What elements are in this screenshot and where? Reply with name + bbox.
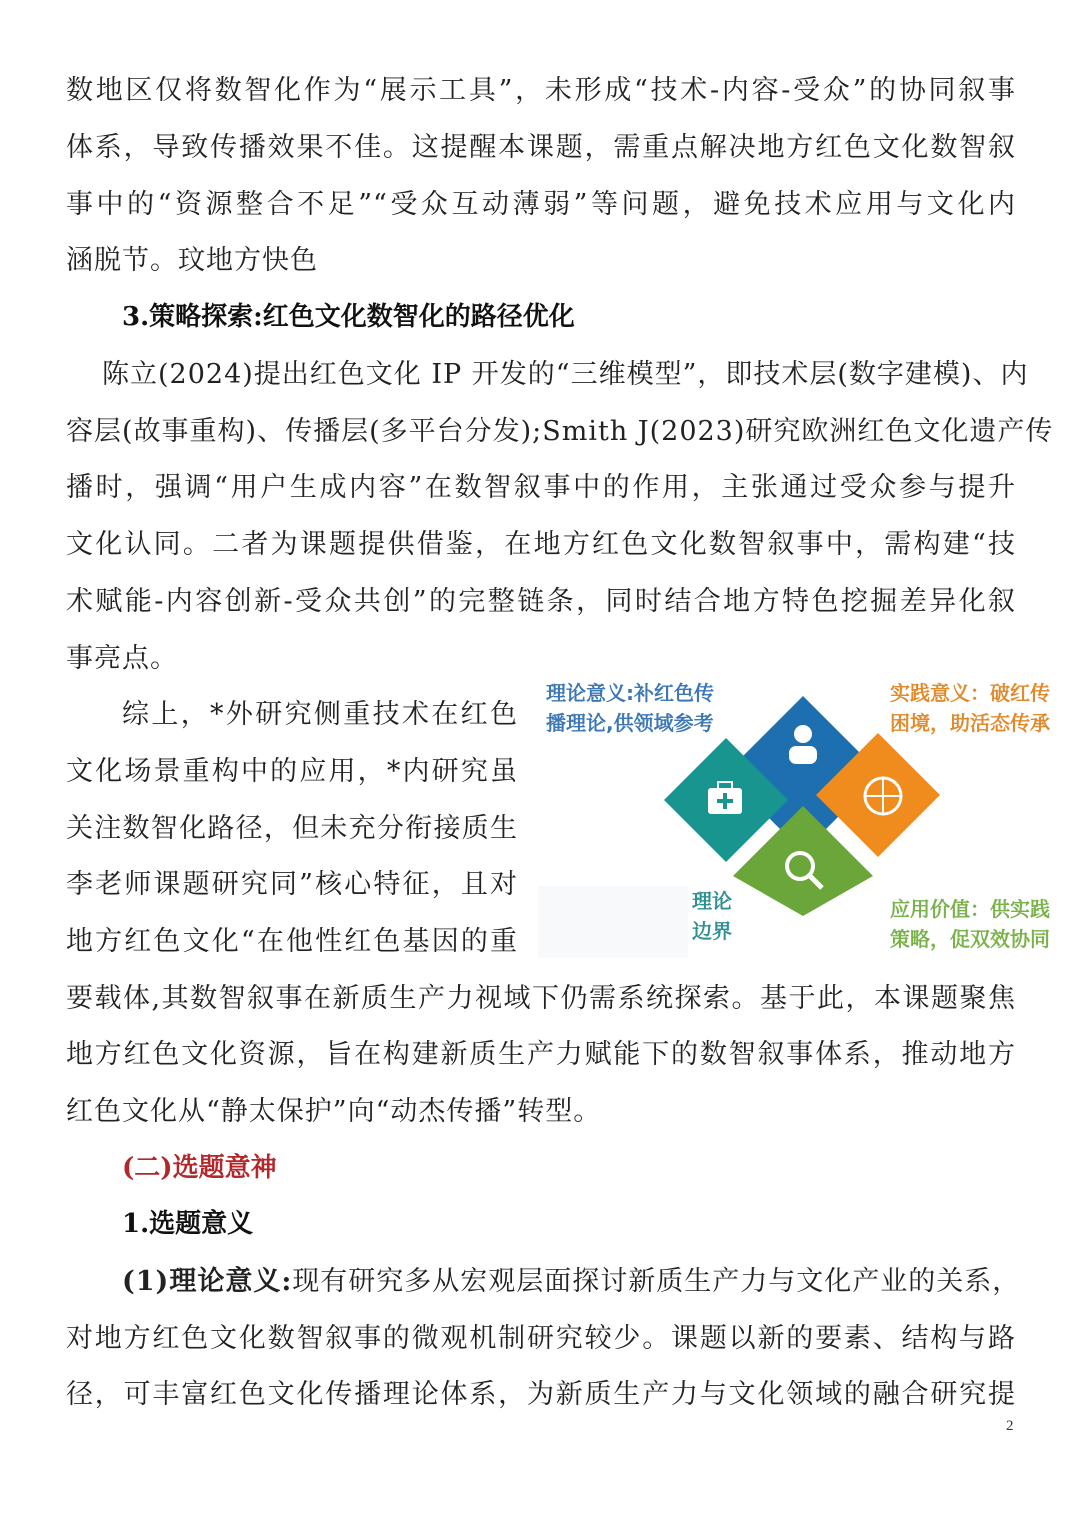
text-line: 文化场景重构中的应用，*内研究虽: [66, 756, 518, 787]
section-heading: 3.策略探索:红色文化数智化的路径优化: [122, 302, 575, 332]
text-line: 文化认同。二者为课题提供借鉴，在地方红色文化数智叙事中，需构建“技: [66, 529, 1016, 560]
caption-practice-significance: 实践意义：破红传 困境，助活态传承: [890, 681, 1050, 735]
text-line: 关注数智化路径，但未充分衔接质生: [66, 813, 518, 844]
text-line: 要载体,其数智叙事在新质生产力视域下仍需系统探索。基于此，本课题聚焦: [66, 983, 1016, 1014]
text-line: 容层(故事重构)、传播层(多平台分发);Smith J(2023)研究欧洲红色文化遗产传: [66, 416, 1054, 447]
text-line: 径，可丰富红色文化传播理论体系，为新质生产力与文化领域的融合研究提: [66, 1379, 1016, 1410]
caption-partial: 理论 边界: [692, 889, 732, 943]
text-line: 涵脱节。玟地方快色: [66, 245, 318, 276]
text-line: 陈立(2024)提出红色文化 IP 开发的“三维模型”，即技术层(数字建模)、内: [102, 359, 1029, 390]
text-line: 综上，*外研究侧重技术在红色: [122, 699, 518, 730]
significance-diagram: [538, 676, 1070, 958]
text-line: 播时，强调“用户生成内容”在数智叙事中的作用，主张通过受众参与提升: [66, 472, 1016, 503]
caption-theory-significance: 理论意义:补红色传 播理论,供领域参考: [546, 681, 714, 735]
text-line: 体系，导致传播效果不佳。这提醒本课题，需重点解决地方红色文化数智叙: [66, 132, 1016, 163]
text-line: 对地方红色文化数智叙事的微观机制研究较少。课题以新的要素、结构与路: [66, 1323, 1016, 1354]
text-line: 事亮点。: [66, 643, 178, 674]
text-line: 术赋能-内容创新-受众共创”的完整链条，同时结合地方特色挖掘差异化叙: [66, 586, 1016, 617]
subsection-heading: 1.选题意义: [122, 1209, 254, 1239]
text-line: 地方红色文化资源，旨在构建新质生产力赋能下的数智叙事体系，推动地方: [66, 1039, 1016, 1070]
caption-application-value: 应用价值：供实践 策略，促双效协同: [890, 897, 1050, 951]
text-line: 红色文化从“静太保护”向“动杰传播”转型。: [66, 1096, 602, 1127]
text-line: 事中的“资源整合不足”“受众互动薄弱”等问题，避免技术应用与文化内: [66, 189, 1016, 220]
text-line: 数地区仅将数智化作为“展示工具”，未形成“技术-内容-受众”的协同叙事: [66, 75, 1016, 106]
text-line: 地方红色文化“在他性红色基因的重: [66, 926, 518, 957]
label-theory: (1)理论意义:: [122, 1266, 293, 1297]
masked-area: [538, 886, 688, 958]
page-number: 2: [1006, 1418, 1014, 1434]
text-span: 现有研究多从宏观层面探讨新质生产力与文化产业的关系，: [292, 1266, 1021, 1297]
text-line: [122, 1253, 1021, 1310]
text-line: 李老师课题研究同”核心特征，且对: [66, 869, 518, 900]
basketball-icon: [865, 778, 901, 814]
section-heading: (二)选题意神: [122, 1153, 277, 1183]
